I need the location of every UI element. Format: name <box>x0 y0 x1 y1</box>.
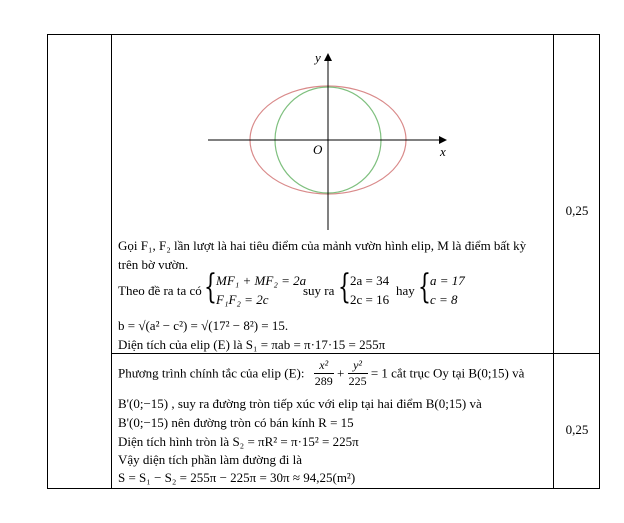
table-row-divider <box>111 353 600 354</box>
row1-b-formula: b = √(a² − c²) = √(17² − 8²) = 15. <box>118 318 289 333</box>
row2-plus: + <box>336 365 345 381</box>
system3-eq2: c = 8 <box>430 292 458 307</box>
x-axis-label: x <box>440 144 446 159</box>
row1-suy-ra: suy ra <box>303 283 335 298</box>
fraction-x <box>314 358 334 389</box>
system3-brace: { <box>418 267 431 307</box>
system1-brace: { <box>204 267 217 307</box>
row1-line2: trên bờ vườn. <box>118 257 189 272</box>
row2-line5: Vậy diện tích phần làm đường đi là <box>118 452 302 467</box>
fraction-x-num: x² <box>314 358 334 374</box>
origin-label: O <box>313 142 323 157</box>
system2-brace: { <box>338 267 351 307</box>
fraction-x-den: 289 <box>314 374 333 388</box>
system3-eq1: a = 17 <box>430 273 465 288</box>
row2-eq-prefix: Phương trình chính tắc của elip (E): <box>118 365 305 381</box>
system2-eq1: 2a = 34 <box>350 273 390 288</box>
fraction-y <box>348 358 368 389</box>
fraction-y-num: y² <box>348 358 368 374</box>
row1-area-line: Diện tích của elip (E) là S₁ = πab = π·17·15 = 255π <box>118 337 386 352</box>
row1-hay: hay <box>396 283 415 298</box>
ellipse-diagram <box>200 40 460 240</box>
table-divider-left <box>111 34 112 489</box>
system2-eq2: 2c = 16 <box>350 292 390 307</box>
row1-theo-prefix: Theo đề ra ta có <box>118 283 202 298</box>
row2-score: 0,25 <box>565 422 589 437</box>
row2-equation-line <box>118 358 524 389</box>
row2-line3: B'(0;−15) nên đường tròn có bán kính R = 15 <box>118 415 354 430</box>
row1-score: 0,25 <box>565 203 589 218</box>
row2-line2: B'(0;−15) , suy ra đường tròn tiếp xúc với elip tại hai điểm B(0;15) và <box>118 396 482 411</box>
system1-eq2: F₁F₂ = 2c <box>216 292 269 307</box>
y-axis-label: y <box>315 50 321 65</box>
fraction-y-den: 225 <box>348 374 367 388</box>
row2-line4: Diện tích hình tròn là S₂ = πR² = π·15² = 225π <box>118 434 359 449</box>
table-divider-right <box>553 34 554 489</box>
system1-eq1: MF₁ + MF₂ = 2a <box>216 273 307 288</box>
row2-eq-suffix: = 1 cắt trục Oy tại B(0;15) và <box>370 365 525 381</box>
row1-line1: Gọi F₁, F₂ lần lượt là hai tiêu điểm của mảnh vườn hình elip, M là điểm bất kỳ <box>118 238 527 253</box>
row2-line6: S = S₁ − S₂ = 255π − 225π = 30π ≈ 94,25(m²) <box>118 470 356 485</box>
